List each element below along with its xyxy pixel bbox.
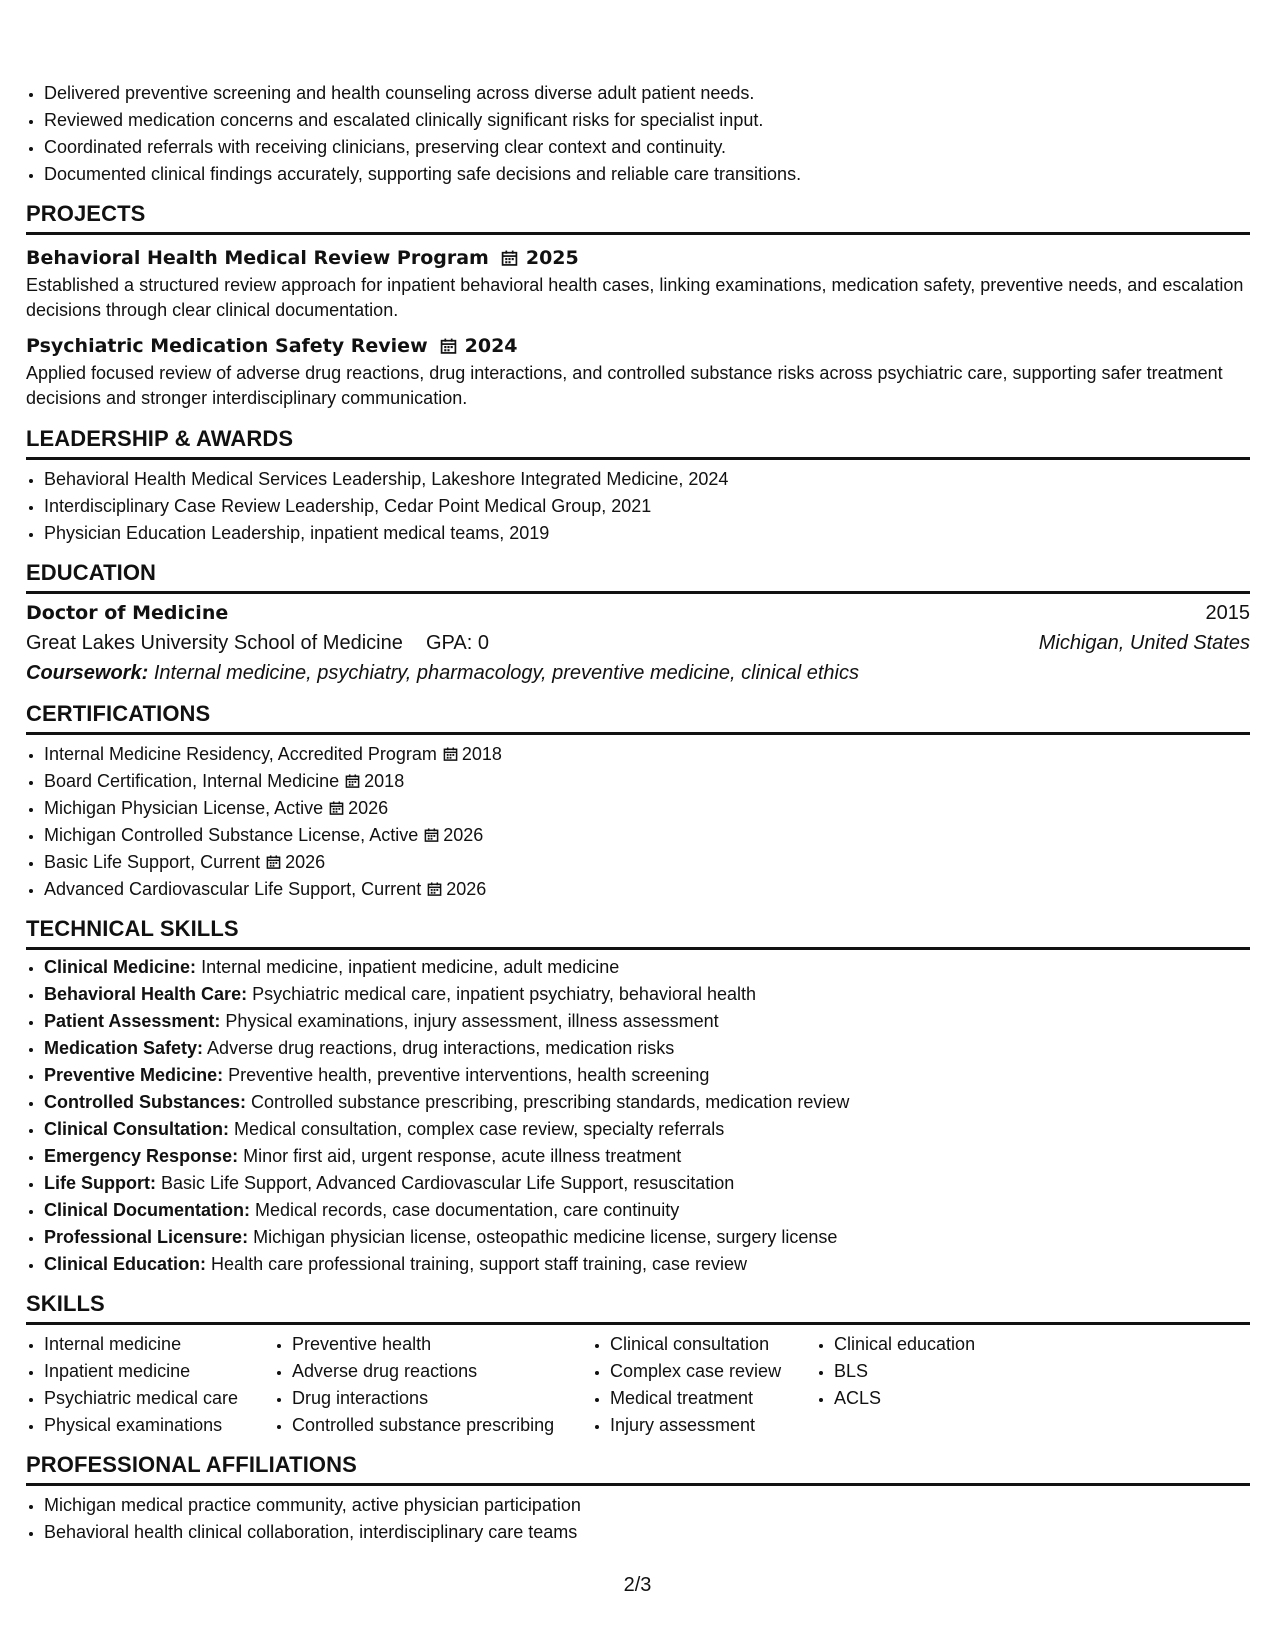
certification-year: 2026 xyxy=(285,852,326,872)
skills-column xyxy=(816,1331,1054,1439)
technical-skill-item xyxy=(44,981,1250,1008)
skill-item: • Controlled substance prescribing xyxy=(292,1412,592,1439)
skill-text: Medical consultation, complex case review, specialty referrals xyxy=(234,1119,725,1139)
education-year: 2015 xyxy=(1205,602,1250,624)
project-title-row xyxy=(26,245,1250,271)
section-heading-leadership: LEADERSHIP & AWARDS xyxy=(26,425,1250,460)
skill-item: • Clinical education xyxy=(834,1331,1054,1358)
resume-page xyxy=(26,80,1250,1546)
certification-name: Board Certification, Internal Medicine xyxy=(44,771,340,791)
page-number: 2/3 xyxy=(623,1574,652,1596)
coursework-label: Coursework: xyxy=(26,662,149,684)
certification-year: 2026 xyxy=(446,879,487,899)
project-description: Established a structured review approach for inpatient behavioral health cases, linking examinations, medication safety, preventive needs, and escalation decisions through clear clinical documentation. xyxy=(26,275,1244,320)
skills-section xyxy=(26,1290,1250,1439)
technical-skills-list xyxy=(26,954,1250,1278)
technical-skill-item xyxy=(44,1224,1250,1251)
skills-column xyxy=(26,1331,274,1439)
section-heading-education: EDUCATION xyxy=(26,559,1250,594)
skill-item: • Internal medicine xyxy=(44,1331,274,1358)
technical-skill-item xyxy=(44,1251,1250,1278)
skill-label: Clinical Medicine: xyxy=(44,957,197,977)
list-item: • Reviewed medication concerns and escalated clinically significant risks for specialist input. xyxy=(44,107,1250,134)
certification-item xyxy=(44,795,1250,822)
experience-bullet-list xyxy=(26,80,1250,188)
certification-item xyxy=(44,741,1250,768)
skill-item: • Injury assessment xyxy=(610,1412,816,1439)
calendar-icon xyxy=(266,854,281,870)
list-item: • Michigan medical practice community, active physician participation xyxy=(44,1492,1250,1519)
skill-item: • Inpatient medicine xyxy=(44,1358,274,1385)
skill-text: Health care professional training, support staff training, case review xyxy=(211,1254,747,1274)
project-year: 2024 xyxy=(464,335,518,357)
skill-text: Controlled substance prescribing, prescribing standards, medication review xyxy=(251,1092,850,1112)
skill-label: Clinical Documentation: xyxy=(44,1200,251,1220)
list-item: • Behavioral health clinical collaboration, interdisciplinary care teams xyxy=(44,1519,1250,1546)
section-heading-affiliations: PROFESSIONAL AFFILIATIONS xyxy=(26,1451,1250,1486)
skill-label: Behavioral Health Care: xyxy=(44,984,248,1004)
section-heading-skills: SKILLS xyxy=(26,1290,1250,1325)
certification-name: Internal Medicine Residency, Accredited Program xyxy=(44,744,437,764)
skills-column xyxy=(274,1331,592,1439)
certification-year: 2026 xyxy=(443,825,484,845)
education-school-row xyxy=(26,628,1250,658)
education-school: Great Lakes University School of Medicine xyxy=(26,632,403,654)
list-item: • Documented clinical findings accurately, supporting safe decisions and reliable care transitions. xyxy=(44,161,1250,188)
skill-item: • ACLS xyxy=(834,1385,1054,1412)
calendar-icon xyxy=(329,800,344,816)
project-year: 2025 xyxy=(525,247,579,269)
projects-section xyxy=(26,200,1250,411)
certification-name: Michigan Physician License, Active xyxy=(44,798,324,818)
calendar-icon xyxy=(424,827,439,843)
skill-label: Clinical Education: xyxy=(44,1254,207,1274)
skill-item: • Physical examinations xyxy=(44,1412,274,1439)
certification-item xyxy=(44,876,1250,903)
calendar-icon xyxy=(440,337,457,355)
section-heading-technical-skills: TECHNICAL SKILLS xyxy=(26,915,1250,950)
certification-name: Advanced Cardiovascular Life Support, Current xyxy=(44,879,422,899)
affiliations-list xyxy=(26,1492,1250,1546)
education-gpa: GPA: 0 xyxy=(425,632,489,654)
calendar-icon xyxy=(443,746,458,762)
technical-skill-item xyxy=(44,1035,1250,1062)
skill-label: Emergency Response: xyxy=(44,1146,239,1166)
project-title: Psychiatric Medication Safety Review xyxy=(26,335,428,357)
technical-skill-item xyxy=(44,1116,1250,1143)
technical-skill-item xyxy=(44,954,1250,981)
list-item: • Coordinated referrals with receiving clinicians, preserving clear context and continuity. xyxy=(44,134,1250,161)
technical-skill-item xyxy=(44,1062,1250,1089)
skill-item: • Clinical consultation xyxy=(610,1331,816,1358)
skill-item: • Drug interactions xyxy=(292,1385,592,1412)
education-section xyxy=(26,559,1250,688)
skill-text: Michigan physician license, osteopathic medicine license, surgery license xyxy=(253,1227,838,1247)
skill-item: • Psychiatric medical care xyxy=(44,1385,274,1412)
certifications-section xyxy=(26,700,1250,903)
technical-skill-item xyxy=(44,1089,1250,1116)
leadership-list xyxy=(26,466,1250,547)
project-title: Behavioral Health Medical Review Program xyxy=(26,247,489,269)
skill-text: Medical records, case documentation, care continuity xyxy=(255,1200,680,1220)
technical-skills-section xyxy=(26,915,1250,1278)
skill-label: Professional Licensure: xyxy=(44,1227,249,1247)
skill-item: • BLS xyxy=(834,1358,1054,1385)
skill-text: Internal medicine, inpatient medicine, adult medicine xyxy=(201,957,620,977)
technical-skill-item xyxy=(44,1197,1250,1224)
calendar-icon xyxy=(345,773,360,789)
list-item: • Behavioral Health Medical Services Leadership, Lakeshore Integrated Medicine, 2024 xyxy=(44,466,1250,493)
certification-item xyxy=(44,822,1250,849)
calendar-icon xyxy=(501,249,518,267)
coursework-text: Internal medicine, psychiatry, pharmacology, preventive medicine, clinical ethics xyxy=(153,662,859,684)
section-heading-projects: PROJECTS xyxy=(26,200,1250,235)
skill-item: • Preventive health xyxy=(292,1331,592,1358)
certification-name: Basic Life Support, Current xyxy=(44,852,261,872)
skill-label: Patient Assessment: xyxy=(44,1011,221,1031)
skill-label: Clinical Consultation: xyxy=(44,1119,230,1139)
skill-label: Controlled Substances: xyxy=(44,1092,247,1112)
certification-year: 2026 xyxy=(348,798,389,818)
certification-item xyxy=(44,768,1250,795)
certification-year: 2018 xyxy=(461,744,502,764)
skills-grid xyxy=(26,1331,1250,1439)
list-item: • Physician Education Leadership, inpatient medical teams, 2019 xyxy=(44,520,1250,547)
technical-skill-item xyxy=(44,1170,1250,1197)
skill-text: Basic Life Support, Advanced Cardiovascular Life Support, resuscitation xyxy=(161,1173,735,1193)
education-degree-row xyxy=(26,598,1250,628)
technical-skill-item xyxy=(44,1008,1250,1035)
list-item: • Interdisciplinary Case Review Leadership, Cedar Point Medical Group, 2021 xyxy=(44,493,1250,520)
project-description: Applied focused review of adverse drug reactions, drug interactions, and controlled substance risks across psychiatric care, supporting safer treatment decisions and stronger interdisciplinary communication. xyxy=(26,363,1223,408)
skills-column xyxy=(592,1331,816,1439)
technical-skill-item xyxy=(44,1143,1250,1170)
skill-text: Psychiatric medical care, inpatient psychiatry, behavioral health xyxy=(252,984,757,1004)
skill-text: Preventive health, preventive interventions, health screening xyxy=(228,1065,710,1085)
skill-text: Minor first aid, urgent response, acute illness treatment xyxy=(243,1146,682,1166)
calendar-icon xyxy=(427,881,442,897)
skill-item: • Adverse drug reactions xyxy=(292,1358,592,1385)
skill-text: Physical examinations, injury assessment, illness assessment xyxy=(225,1011,719,1031)
education-degree: Doctor of Medicine xyxy=(26,602,229,624)
list-item: • Delivered preventive screening and health counseling across diverse adult patient needs. xyxy=(44,80,1250,107)
skill-label: Preventive Medicine: xyxy=(44,1065,224,1085)
skill-label: Medication Safety: xyxy=(44,1038,204,1058)
certification-item xyxy=(44,849,1250,876)
project-title-row xyxy=(26,333,1250,359)
education-location: Michigan, United States xyxy=(1038,632,1250,654)
skill-item: • Complex case review xyxy=(610,1358,816,1385)
section-heading-certifications: CERTIFICATIONS xyxy=(26,700,1250,735)
affiliations-section xyxy=(26,1451,1250,1546)
leadership-section xyxy=(26,425,1250,547)
skill-item: • Medical treatment xyxy=(610,1385,816,1412)
skill-text: Adverse drug reactions, drug interactions, medication risks xyxy=(207,1038,675,1058)
skill-label: Life Support: xyxy=(44,1173,156,1193)
certification-year: 2018 xyxy=(364,771,405,791)
education-coursework-row xyxy=(26,658,1250,688)
certification-name: Michigan Controlled Substance License, Active xyxy=(44,825,419,845)
certifications-list xyxy=(26,741,1250,903)
